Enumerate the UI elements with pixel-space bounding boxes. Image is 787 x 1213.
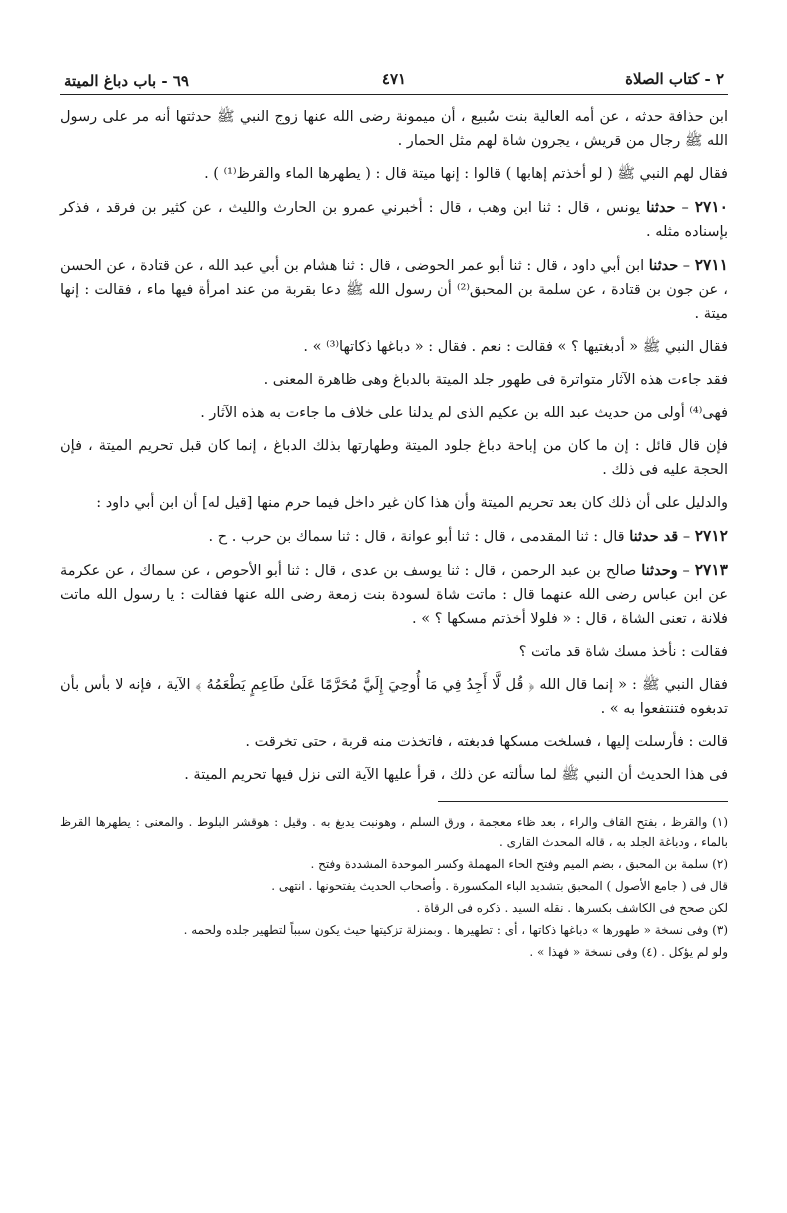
footnote: ولو لم يؤكل . (٤) وفى نسخة « فهذا » . [529,945,728,959]
footnote: (٢) سلمة بن المحبق ، بضم الميم وفتح الحاء المهملة وكسر الموحدة المشددة وفتح . [310,857,728,871]
footnote: قال فى ( جامع الأصول ) المحبق بتشديد الباء المكسورة . وأصحاب الحديث يفتحونها . انتهى . [271,879,728,893]
paragraph-text: ابن أبي داود ، قال : ثنا أبو عمر الحوضى ، قال : ثنا هشام بن أبي عبد الله ، عن قتادة ، عن الحسن ، عن جون بن قتادة ، عن سلمة بن المحبق⁽²⁾ أن رسول الله ﷺ دعا بقربة من عند امرأة فيها ماء ، فقالت : إنها ميتة . [60,258,728,322]
paragraph [60,673,728,721]
paragraph-text: يونس ، قال : ثنا ابن وهب ، قال : أخبرني عمرو بن الحارث والليث ، عن كثير بن فرقد ، فذكر بإسناده مثله . [60,200,728,240]
paragraph-text: فقال النبي ﷺ « أدبغتيها ؟ » فقالت : نعم . فقال : « دباغها ذكاتها⁽³⁾ » . [303,339,728,355]
main-text [60,105,728,787]
paragraph [60,640,728,664]
paragraph-text: فقد جاءت هذه الآثار متواترة فى طهور جلد الميتة بالدباغ وهى ظاهرة المعنى . [263,372,728,388]
hadith-number: ٢٧١٣ [694,560,729,579]
paragraph: ٢٧١١ – حدثنا ابن أبي داود ، قال : ثنا أبو عمر الحوضى ، قال : ثنا هشام بن أبي عبد الله ، عن قتادة ، عن الحسن ، عن جون بن قتادة ، عن سلمة بن المحبق⁽²⁾ أن رسول الله ﷺ دعا بقربة من عند امرأة فيها ماء ، فقالت : إنها ميتة . [60,255,728,322]
footnote: (٣) وفى نسخة « طهورها » دباغها ذكاتها ، أى : تطهيرها . وبمنزلة تزكيتها حيث يكون سبباً لتطهير جلده ولحمه . [183,923,728,937]
hadith-number: ٢٧١٢ [694,526,728,545]
narration-keyword: وحدثنا [641,562,678,579]
paragraph-text: فى هذا الحديث أن النبي ﷺ لما سألته عن ذلك ، قرأ عليها الآية التى نزل فيها تحريم الميتة . [184,767,728,783]
running-header [60,60,728,95]
chapter-title: ٢ - كتاب الصلاة [625,70,724,88]
footnotes [60,812,728,962]
hadith-number: ٢٧١١ [694,255,728,274]
paragraph: ٢٧١٠ – حدثنا يونس ، قال : ثنا ابن وهب ، قال : أخبرني عمرو بن الحارث والليث ، عن كثير بن فرقد ، فذكر بإسناده مثله . [60,197,728,240]
paragraph [60,401,728,425]
paragraph [60,162,728,186]
paragraph-text: ابن حذافة حدثه ، عن أمه العالية بنت سُبيع ، أن ميمونة رضى الله عنها زوج النبي ﷺ حدثتها أنه مر على رسول الله ﷺ رجال من قريش ، يجرون شاة لهم مثل الحمار . [60,109,728,149]
paragraph [60,491,728,515]
paragraph-text: فقال النبي ﷺ : « إنما قال الله ﴿ قُل لَّا أَجِدُ فِي مَا أُوحِيَ إِلَيَّ مُحَرَّمًا عَلَىٰ طَاعِمٍ يَطْعَمُهُ ﴾ الآية ، فإنه لا بأس بأن تدبغوه فتنتفعوا به » . [60,677,728,717]
paragraph [60,730,728,754]
paragraph [60,335,728,359]
section-title: ٦٩ - باب دباغ الميتة [64,72,189,90]
narration-keyword: قد حدثنا [629,528,679,545]
paragraph-text: فقالت : نأخذ مسك شاة قد ماتت ؟ [518,644,728,660]
paragraph: ٢٧١٢ – قد حدثنا قال : ثنا المقدمى ، قال : ثنا أبو عوانة ، قال : ثنا سماك بن حرب . ح . [208,526,728,545]
paragraph [60,368,728,392]
footnote-divider [438,801,728,802]
footnote: لكن صحح فى الكاشف بكسرها . نقله السيد . ذكره فى الرقاة . [416,901,728,915]
footnote: (١) والقرظ ، بفتح القاف والراء ، بعد ظاء معجمة ، ورق السلم ، وهونبت يدبغ به . وقيل : هوقشر البلوط . والمعنى : يطهرها القرظ بالماء ، ودباغة الجلد به ، قاله المحدث القارى . [60,815,728,849]
paragraph-text: صالح بن عبد الرحمن ، قال : ثنا يوسف بن عدى ، قال : ثنا أبو الأحوص ، عن سماك ، عن عكرمة عن ابن عباس رضى الله عنهما قال : ماتت شاة لسودة بنت زمعة رضى الله عنها فقالت : يا رسول الله ماتت فلانة ، تعنى الشاة ، قال : « فلولا أخذتم مسكها ؟ » . [60,563,728,627]
page-number: ٤٧١ [381,70,407,88]
paragraph-text: والدليل على أن ذلك كان بعد تحريم الميتة وأن هذا كان غير داخل فيما حرم منها [قيل له] أن ابن أبي داود : [96,495,728,511]
paragraph-text: فإن قال قائل : إن ما كان من إباحة دباغ جلود الميتة وطهارتها بذلك الدباغ ، إنما كان قبل تحريم الميتة ، فإن الحجة عليه فى ذلك . [60,438,728,478]
paragraph-text: فهى⁽⁴⁾ أولى من حديث عبد الله بن عكيم الذى لم يدلنا على خلاف ما جاءت به هذه الآثار . [200,405,728,421]
hadith-number: ٢٧١٠ [694,197,728,216]
paragraph-text: قالت : فأرسلت إليها ، فسلخت مسكها فدبغته ، فاتخذت منه قربة ، حتى تخرقت . [245,734,728,750]
paragraph [60,434,728,482]
paragraph [60,763,728,787]
narration-keyword: حدثنا [646,199,676,216]
paragraph [60,105,728,153]
paragraph: ٢٧١٣ – وحدثنا صالح بن عبد الرحمن ، قال : ثنا يوسف بن عدى ، قال : ثنا أبو الأحوص ، عن سماك ، عن عكرمة عن ابن عباس رضى الله عنهما قال : ماتت شاة لسودة بنت زمعة رضى الله عنها فقالت : يا رسول الله ماتت فلانة ، تعنى الشاة ، قال : « فلولا أخذتم مسكها ؟ » . [60,560,729,627]
narration-keyword: حدثنا [648,257,679,274]
paragraph-text: قال : ثنا المقدمى ، قال : ثنا أبو عوانة ، قال : ثنا سماك بن حرب . ح . [208,529,625,545]
book-page [60,60,728,1160]
paragraph-text: فقال لهم النبي ﷺ ( لو أخذتم إهابها ) قالوا : إنها ميتة قال : ( يطهرها الماء والقرظ⁽¹⁾ ) . [204,166,728,182]
